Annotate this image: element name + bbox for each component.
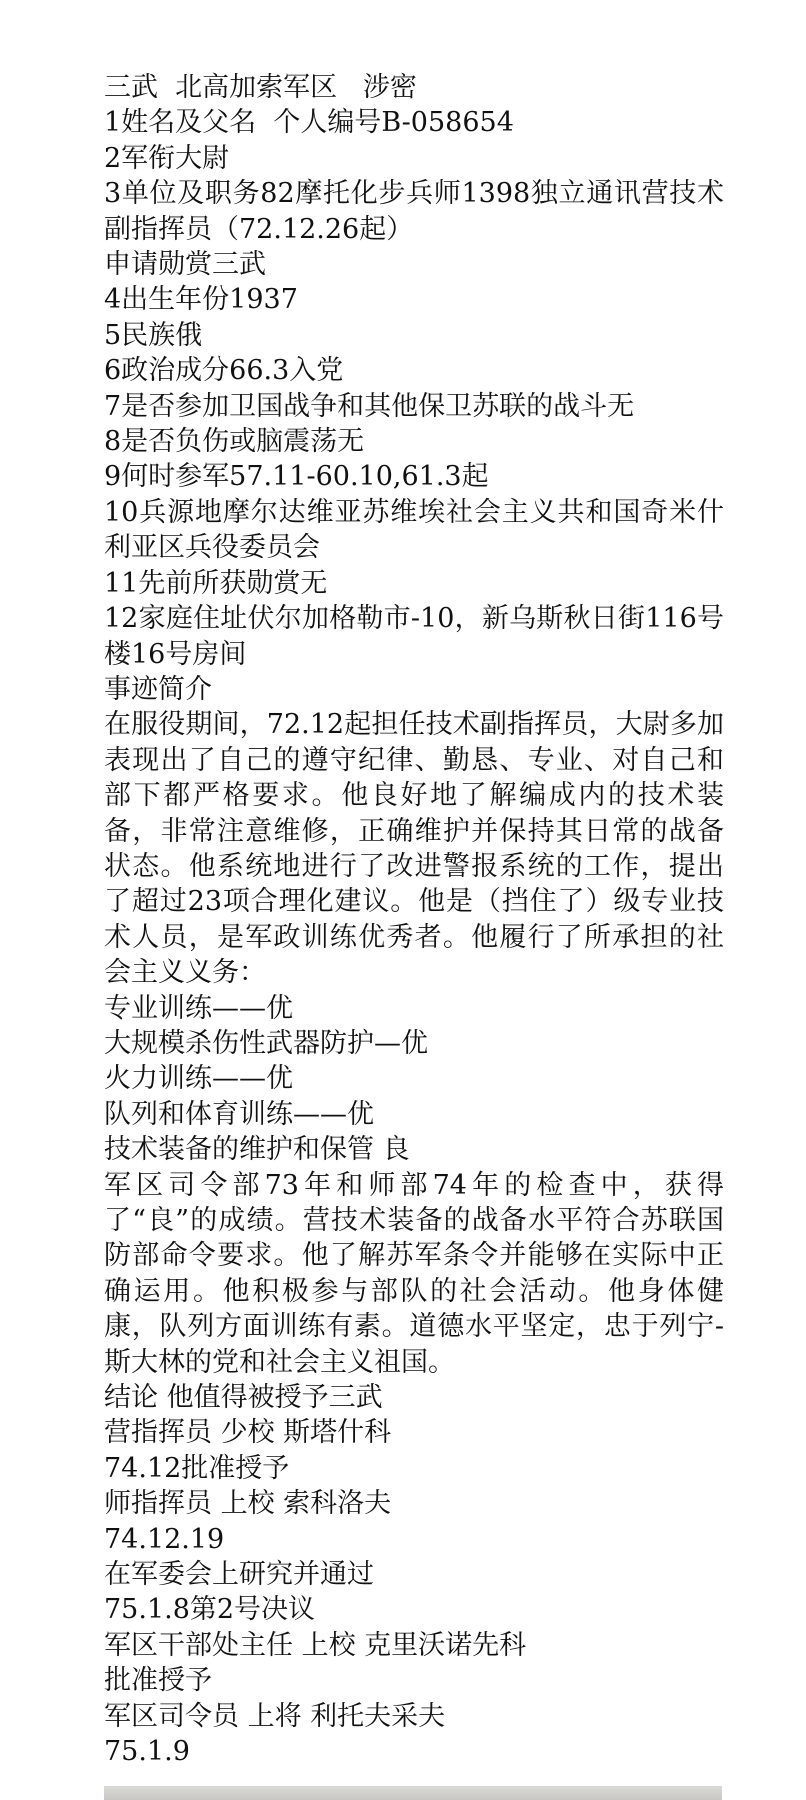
summary-paragraph-1: 在服役期间，72.12起担任技术副指挥员，大尉多加表现出了自己的遵守纪律、勤恳、专业、对自己和部下都严格要求。他良好地了解编成内的技术装备，非常注意维修，正确维护并保持其日常的战备状态。他系统地进行了改进警报系统的工作，提出了超过23项合理化建议。他是（挡住了）级专业技术人员，是军政训练优秀者。他履行了所承担的社会主义义务： [104,709,724,989]
field-party: 6政治成分66.3入党 [104,355,344,387]
resolution-number: 75.1.8第2号决议 [104,1594,316,1626]
grade-specialty: 专业训练——优 [104,992,293,1024]
field-previous-awards: 11先前所获勋赏无 [104,567,328,599]
summary-paragraph-2: 军区司令部73年和师部74年的检查中，获得了“良”的成绩。营技术装备的战备水平符合苏联国防部命令要求。他了解苏军条令并能够在实际中正确运用。他积极参与部队的社会活动。他身体健康，队列方面训练有素。道德水平坚定，忠于列宁-斯大林的党和社会主义祖国。 [104,1169,724,1378]
signature-district-date: 75.1.9 [104,1736,190,1768]
signature-battalion-date: 74.12批准授予 [104,1452,290,1484]
signature-personnel-chief: 军区干部处主任 上校 克里沃诺先科 [104,1629,527,1661]
signature-division-commander: 师指挥员 上校 索科洛夫 [104,1488,392,1520]
conclusion: 结论 他值得被授予三武 [104,1382,383,1414]
field-wounds: 8是否负伤或脑震荡无 [104,426,365,458]
field-war-participation: 7是否参加卫国战争和其他保卫苏联的战斗无 [104,390,635,422]
field-birth-year: 4出生年份1937 [104,284,298,316]
field-enlistment-office: 10兵源地摩尔达维亚苏维埃社会主义共和国奇米什利亚区兵役委员会 [104,496,724,564]
field-name-id: 1姓名及父名 个人编号B-058654 [104,107,514,139]
scanned-image-edge [104,1786,722,1800]
field-home-address: 12家庭住址伏尔加格勒市-10，新乌斯秋日街116号楼16号房间 [104,603,724,670]
summary-heading: 事迹简介 [104,673,212,705]
field-service-dates: 9何时参军57.11-60.10,61.3起 [104,461,489,493]
approval-note: 批准授予 [104,1665,212,1697]
field-rank: 2军衔大尉 [104,142,230,174]
field-ethnicity: 5民族俄 [104,319,203,351]
military-council-note: 在军委会上研究并通过 [104,1559,374,1591]
signature-battalion-commander: 营指挥员 少校 斯塔什科 [104,1417,392,1449]
grade-wmd-protection: 大规模杀伤性武器防护—优 [104,1027,428,1059]
field-unit-position: 3单位及职务82摩托化步兵师1398独立通讯营技术副指挥员（72.12.26起） [104,178,724,245]
grade-fire-training: 火力训练——优 [104,1063,293,1095]
signature-district-commander: 军区司令员 上将 利托夫采夫 [104,1700,446,1732]
document-header: 三武 北高加索军区 涉密 [104,72,417,103]
award-document [104,70,724,1770]
grade-drill-pe: 队列和体育训练——优 [104,1098,374,1130]
signature-division-date: 74.12.19 [104,1523,225,1555]
grade-equipment-care: 技术装备的维护和保管 良 [104,1134,410,1166]
award-request: 申请勋赏三武 [104,249,266,281]
